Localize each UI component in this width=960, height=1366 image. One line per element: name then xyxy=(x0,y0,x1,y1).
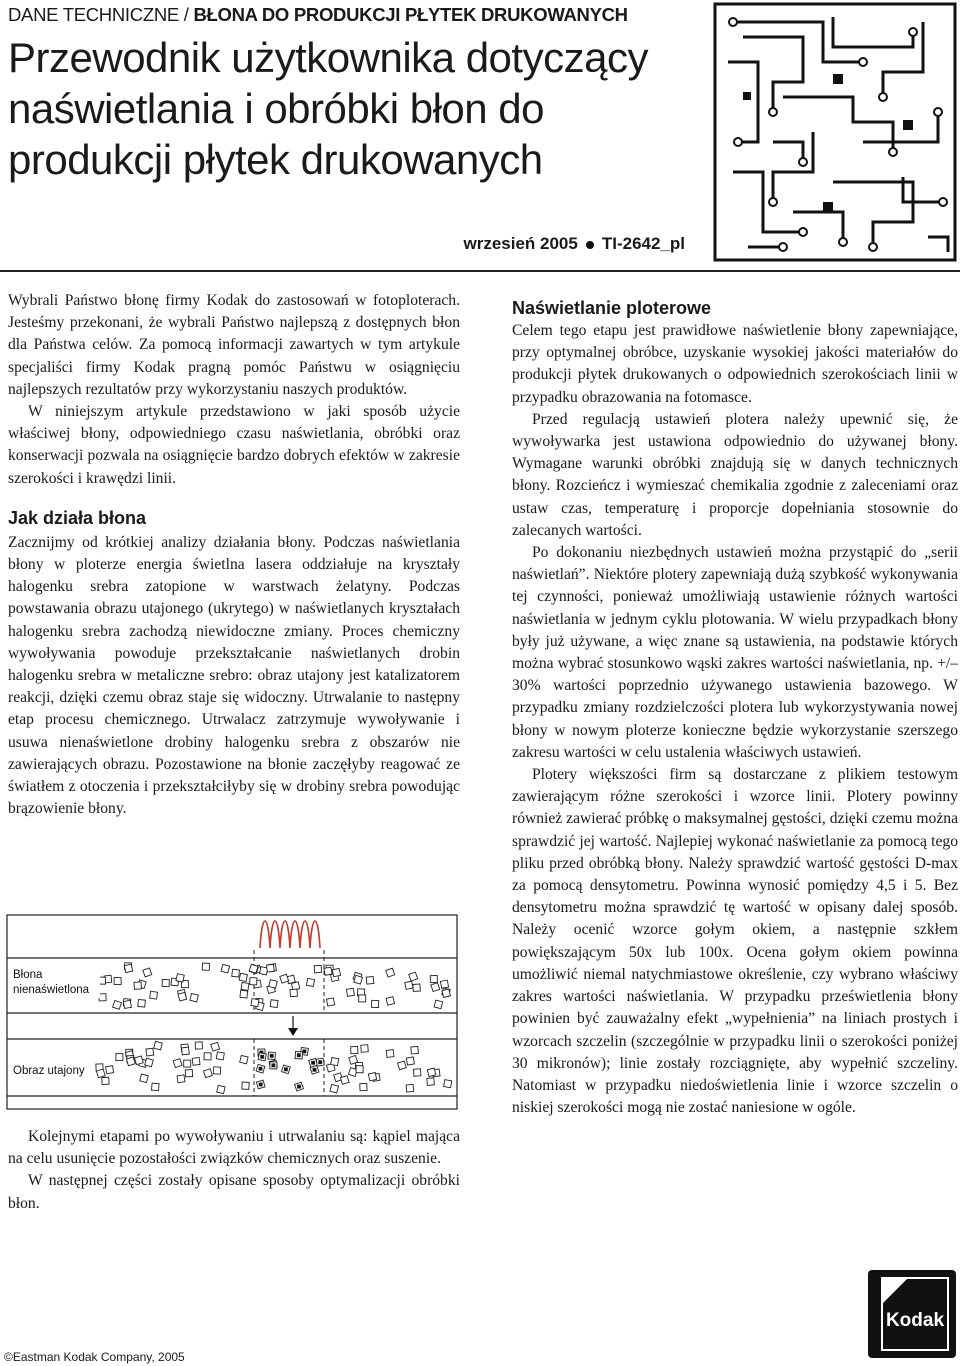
silver-halide-crystal xyxy=(411,1046,418,1053)
body-paragraph: Zacznijmy od krótkiej analizy działania błony. Podczas naświetlania błony w ploterze energia świetlna lasera oddziałuje na kryształy halogenku srebra zatopione w warstwach żelatyny. Podczas powstawania obrazu utajonego (ukrytego) w naświetlanych kryształach halogenku srebra zachodzą niewidoczne zmiany. Proces chemiczny wywoływania powoduje przekształcanie naświetlanych drobin halogenku srebra w metaliczne srebro: obraz utajony jest katalizatorem reakcji, dzięki czemu obraz staje się widoczny. Utrwalanie to następny etap procesu chemicznego. Utrwalacz zatrzymuje wywoływanie i usuwa nienaświetlone drobiny halogenku srebra z obszarów nie zawierających obrazu. Pozostawione na błonie zaczęłyby reagować ze światłem z otoczenia i przekształciłyby się w drobiny srebra powodując brązowienie błony. xyxy=(8,533,460,818)
left-column xyxy=(8,290,460,820)
silver-halide-crystal xyxy=(430,975,437,982)
silver-halide-crystal xyxy=(217,1085,225,1093)
silver-halide-crystal xyxy=(221,964,230,973)
silver-halide-crystal xyxy=(116,1054,123,1061)
body-paragraph: Celem tego etapu jest prawidłowe naświetlenie błony zapewniające, przy optymalnej obróbce, uzyskanie wysokiej jakości materiałów do produkcji płytek drukowanych o odpowiednich szerokościach linii w przypadku obrazowania na fotomasce. xyxy=(512,322,958,406)
latent-image-speck xyxy=(303,1050,306,1053)
silver-halide-crystal xyxy=(114,977,121,984)
silver-halide-crystal xyxy=(366,976,374,984)
silver-halide-crystal xyxy=(354,975,363,984)
header-divider xyxy=(0,270,960,272)
silver-halide-crystal xyxy=(213,1067,220,1074)
silver-halide-crystal xyxy=(269,980,277,988)
silver-halide-crystal xyxy=(290,989,297,996)
silver-halide-crystal xyxy=(185,1070,192,1077)
silver-halide-crystal xyxy=(124,964,132,972)
silver-halide-crystal xyxy=(331,1058,339,1066)
silver-halide-crystal xyxy=(181,1047,189,1055)
copyright: ©Eastman Kodak Company, 2005 xyxy=(4,1350,185,1364)
silver-halide-crystal xyxy=(232,969,240,977)
latent-image-label: Obraz utajony xyxy=(10,1064,88,1079)
silver-halide-crystal xyxy=(356,1066,363,1073)
silver-halide-crystal xyxy=(324,967,332,975)
latent-image-speck xyxy=(297,1054,300,1057)
page-title: Przewodnik użytkownika dotyczący naświetlania i obróbki błon do produkcji płytek drukowanych xyxy=(8,34,648,183)
silver-halide-crystal xyxy=(427,1068,435,1076)
silver-halide-crystal xyxy=(204,1053,211,1060)
silver-halide-crystal xyxy=(113,1000,122,1009)
silver-halide-crystal xyxy=(162,979,169,986)
right-column xyxy=(512,296,958,1119)
silver-halide-crystal xyxy=(96,1069,105,1078)
silver-halide-crystal xyxy=(306,978,314,986)
silver-halide-crystal xyxy=(406,1057,414,1065)
body-paragraph: Plotery większości firm są dostarczane z plikiem testowym zawierającym różne szerokości i wzorce linii. Plotery powinny również zawierać próbkę o maksymalnej gęstości, dzięki czemu można sprawdzić jej wartość. Najlepiej wykonać naświetlanie za pomocą tego pliku przed obróbką błony. Należy sprawdzić wartość gęstości D-max za pomocą densytometru. Powinna wynosić pomiędzy 4,5 i 5. Bez densytometru można sprawdzić tę wartość w opisany dalej sposób. Należy ocenić wzorce gołym okiem, a następnie szkłem powiększającym 50x lub 100x. Ocena gołym okiem powinna umożliwić niemal natychmiastowe określenie, czy wybrano właściwy zakres wartości naświetlania. W przypadku prześwietlenia błony powinien być zauważalny efekt „wypełnienia” na liniach prostych i wzorcach szczelin (szczególnie w przypadku linii o szerokości poniżej 30 mikronów); linie zostały rozciągnięte, aby wypełnić szczeliny. Natomiast w przypadku niedoświetlenia linie i wzorce szczelin o niskiej szerokości mogą nie zostać naniesione w ogóle. xyxy=(512,766,958,1117)
silver-halide-crystal xyxy=(361,1045,368,1052)
silver-halide-crystal xyxy=(386,968,395,977)
silver-halide-crystal xyxy=(126,1057,135,1066)
silver-halide-crystal xyxy=(173,1059,182,1068)
silver-halide-crystal xyxy=(431,983,440,992)
silver-halide-crystal xyxy=(270,1000,278,1008)
circuit-board-illustration xyxy=(713,2,957,262)
kodak-logo xyxy=(868,1270,956,1358)
latent-image-speck xyxy=(261,1055,264,1058)
latent-image-speck xyxy=(272,1064,275,1067)
silver-halide-crystal xyxy=(314,965,321,972)
film-diagram xyxy=(6,912,458,1112)
latent-image-speck xyxy=(313,1068,316,1071)
silver-halide-crystal xyxy=(346,988,354,996)
silver-halide-crystal xyxy=(351,1046,358,1053)
intro-paragraph: Wybrali Państwo błonę firmy Kodak do zastosowań w fotoploterach. Jesteśmy przekonani, że wybrali Państwo najlepszą z dostępnych błon dla Państwa celów. Za pomocą informacji zawartych w tym artykule specjaliści firmy Kodak pragną pomóc Państwu w osiągnięciu najlepszych rezultatów przy wykorzystaniu naszych produktów. xyxy=(8,292,460,398)
silver-halide-crystal xyxy=(360,1083,367,1090)
dateline: wrzesień 2005 TI-2642_pl xyxy=(463,234,685,253)
silver-halide-crystal xyxy=(332,968,340,976)
silver-halide-crystal xyxy=(386,997,394,1005)
section-heading: Naświetlanie ploterowe xyxy=(512,298,712,318)
silver-halide-crystal xyxy=(152,1083,160,1091)
latent-image-speck xyxy=(259,1083,262,1086)
silver-halide-crystal xyxy=(280,974,289,983)
silver-halide-crystal xyxy=(177,1075,185,1083)
silver-halide-crystal xyxy=(184,1060,191,1067)
silver-halide-crystal xyxy=(409,972,418,981)
silver-halide-crystal xyxy=(204,1069,213,1078)
silver-halide-crystal xyxy=(211,1042,220,1051)
silver-halide-crystal xyxy=(251,999,259,1007)
silver-halide-crystal xyxy=(150,991,158,999)
silver-halide-crystal xyxy=(138,999,146,1007)
left-column-continued xyxy=(8,1126,460,1215)
section-heading: Jak działa błona xyxy=(8,507,147,528)
body-paragraph: W następnej części zostały opisane sposoby optymalizacji obróbki błon. xyxy=(8,1172,460,1212)
silver-halide-crystal xyxy=(386,1050,394,1058)
latent-image-speck xyxy=(284,1068,287,1071)
silver-halide-crystal xyxy=(326,998,334,1006)
latent-image-speck xyxy=(298,1085,301,1088)
silver-halide-crystal xyxy=(178,992,187,1001)
silver-halide-crystal xyxy=(240,1055,248,1063)
document-kicker: DANE TECHNICZNE / BŁONA DO PRODUKCJI PŁYTEK DRUKOWANYCH xyxy=(8,4,628,25)
silver-halide-crystal xyxy=(241,982,249,990)
silver-halide-crystal xyxy=(359,995,366,1002)
silver-halide-crystal xyxy=(340,1076,349,1085)
silver-halide-crystal xyxy=(413,1069,420,1076)
body-paragraph: Kolejnymi etapami po wywoływaniu i utrwalaniu są: kąpiel mająca na celu usunięcie pozostałości związków chemicznych oraz suszenie. xyxy=(8,1128,460,1168)
svg-text:Kodak: Kodak xyxy=(885,1310,945,1331)
silver-halide-crystal xyxy=(267,964,275,972)
silver-halide-crystal xyxy=(242,1082,249,1089)
silver-halide-crystal xyxy=(405,981,413,989)
silver-halide-crystal xyxy=(398,1061,407,1070)
silver-halide-crystal xyxy=(192,1057,200,1065)
silver-halide-crystal xyxy=(134,982,141,989)
intro-paragraph: W niniejszym artykule przedstawiono w jaki sposób użycie właściwej błony, odpowiedniego czasu naświetlania, obróbki oraz konserwacji pozwala na osiągnięcie bardzo dobrych efektów w zakresie szerokości i krawędzi linii. xyxy=(8,403,460,487)
silver-halide-crystal xyxy=(440,980,448,988)
silver-halide-crystal xyxy=(216,1052,224,1060)
silver-halide-crystal xyxy=(368,1073,376,1081)
silver-halide-crystal xyxy=(444,1080,452,1088)
silver-halide-crystal xyxy=(371,1000,378,1007)
latent-image-speck xyxy=(259,1067,262,1070)
silver-halide-crystal xyxy=(135,1056,144,1065)
silver-halide-crystal xyxy=(145,1058,154,1067)
silver-halide-crystal xyxy=(330,1084,339,1093)
silver-halide-crystal xyxy=(190,993,198,1001)
latent-image-speck xyxy=(319,1061,322,1064)
body-paragraph: Przed regulacją ustawień plotera należy upewnić się, że wywoływarka jest ustawiona odpowiednio do używanej błony. Wymagane warunki obróbki znajdują się w danych technicznych błony. Rozcieńcz i wymieszać chemikalia zgodnie z zaleceniami oraz ustaw czas, temperaturę i proporcje dopełniania stosownie do zalecanych wartości. xyxy=(512,410,958,539)
silver-halide-crystal xyxy=(123,1000,131,1008)
silver-halide-crystal xyxy=(434,1000,442,1008)
arrow-down-icon xyxy=(288,1028,298,1036)
silver-halide-crystal xyxy=(146,1048,154,1056)
latent-image-speck xyxy=(270,1054,273,1057)
latent-image-speck xyxy=(312,1061,315,1064)
silver-halide-crystal xyxy=(442,989,450,997)
silver-halide-crystal xyxy=(240,990,248,998)
laser-light-waves xyxy=(260,921,320,948)
unexposed-film-label: Błona nienaświetlona xyxy=(10,968,100,998)
silver-halide-crystal xyxy=(427,1078,434,1085)
silver-halide-crystal xyxy=(202,963,209,970)
silver-halide-crystal xyxy=(239,973,247,981)
silver-halide-crystal xyxy=(143,968,152,977)
silver-halide-crystal xyxy=(250,978,257,985)
silver-halide-crystal xyxy=(406,1084,414,1092)
silver-halide-crystal xyxy=(413,984,420,991)
silver-halide-crystal xyxy=(176,974,184,982)
silver-halide-crystal xyxy=(102,1077,109,1084)
silver-halide-crystal xyxy=(195,1042,202,1049)
bullet-icon xyxy=(586,241,594,249)
body-paragraph: Po dokonaniu niezbędnych ustawień można przystąpić do „serii naświetlań”. Niektóre plotery zapewniają dużą szybkość wykonywania tej czynności, ponieważ umożliwiają ustawienie różnych wartości naświetlania w jednym cyklu plotowania. W wielu przypadkach błony były już używane, a więc znane są ustawienia, na podstawie których można wybrać stosunkowo wąski zakres wartości naświetlania, np. +/–30% wartości poprzednio używanego ustawienia bazowego. W przypadku zmiany rozdzielczości plotera lub wykorzystywania nowej błony w nowym ploterze konieczne będzie wykorzystanie szerszego zakresu wartości w celu ustalenia właściwych ustawień. xyxy=(512,544,958,761)
silver-halide-crystal xyxy=(106,1066,114,1074)
silver-halide-crystal xyxy=(140,1074,148,1082)
silver-halide-crystal xyxy=(154,1041,162,1049)
